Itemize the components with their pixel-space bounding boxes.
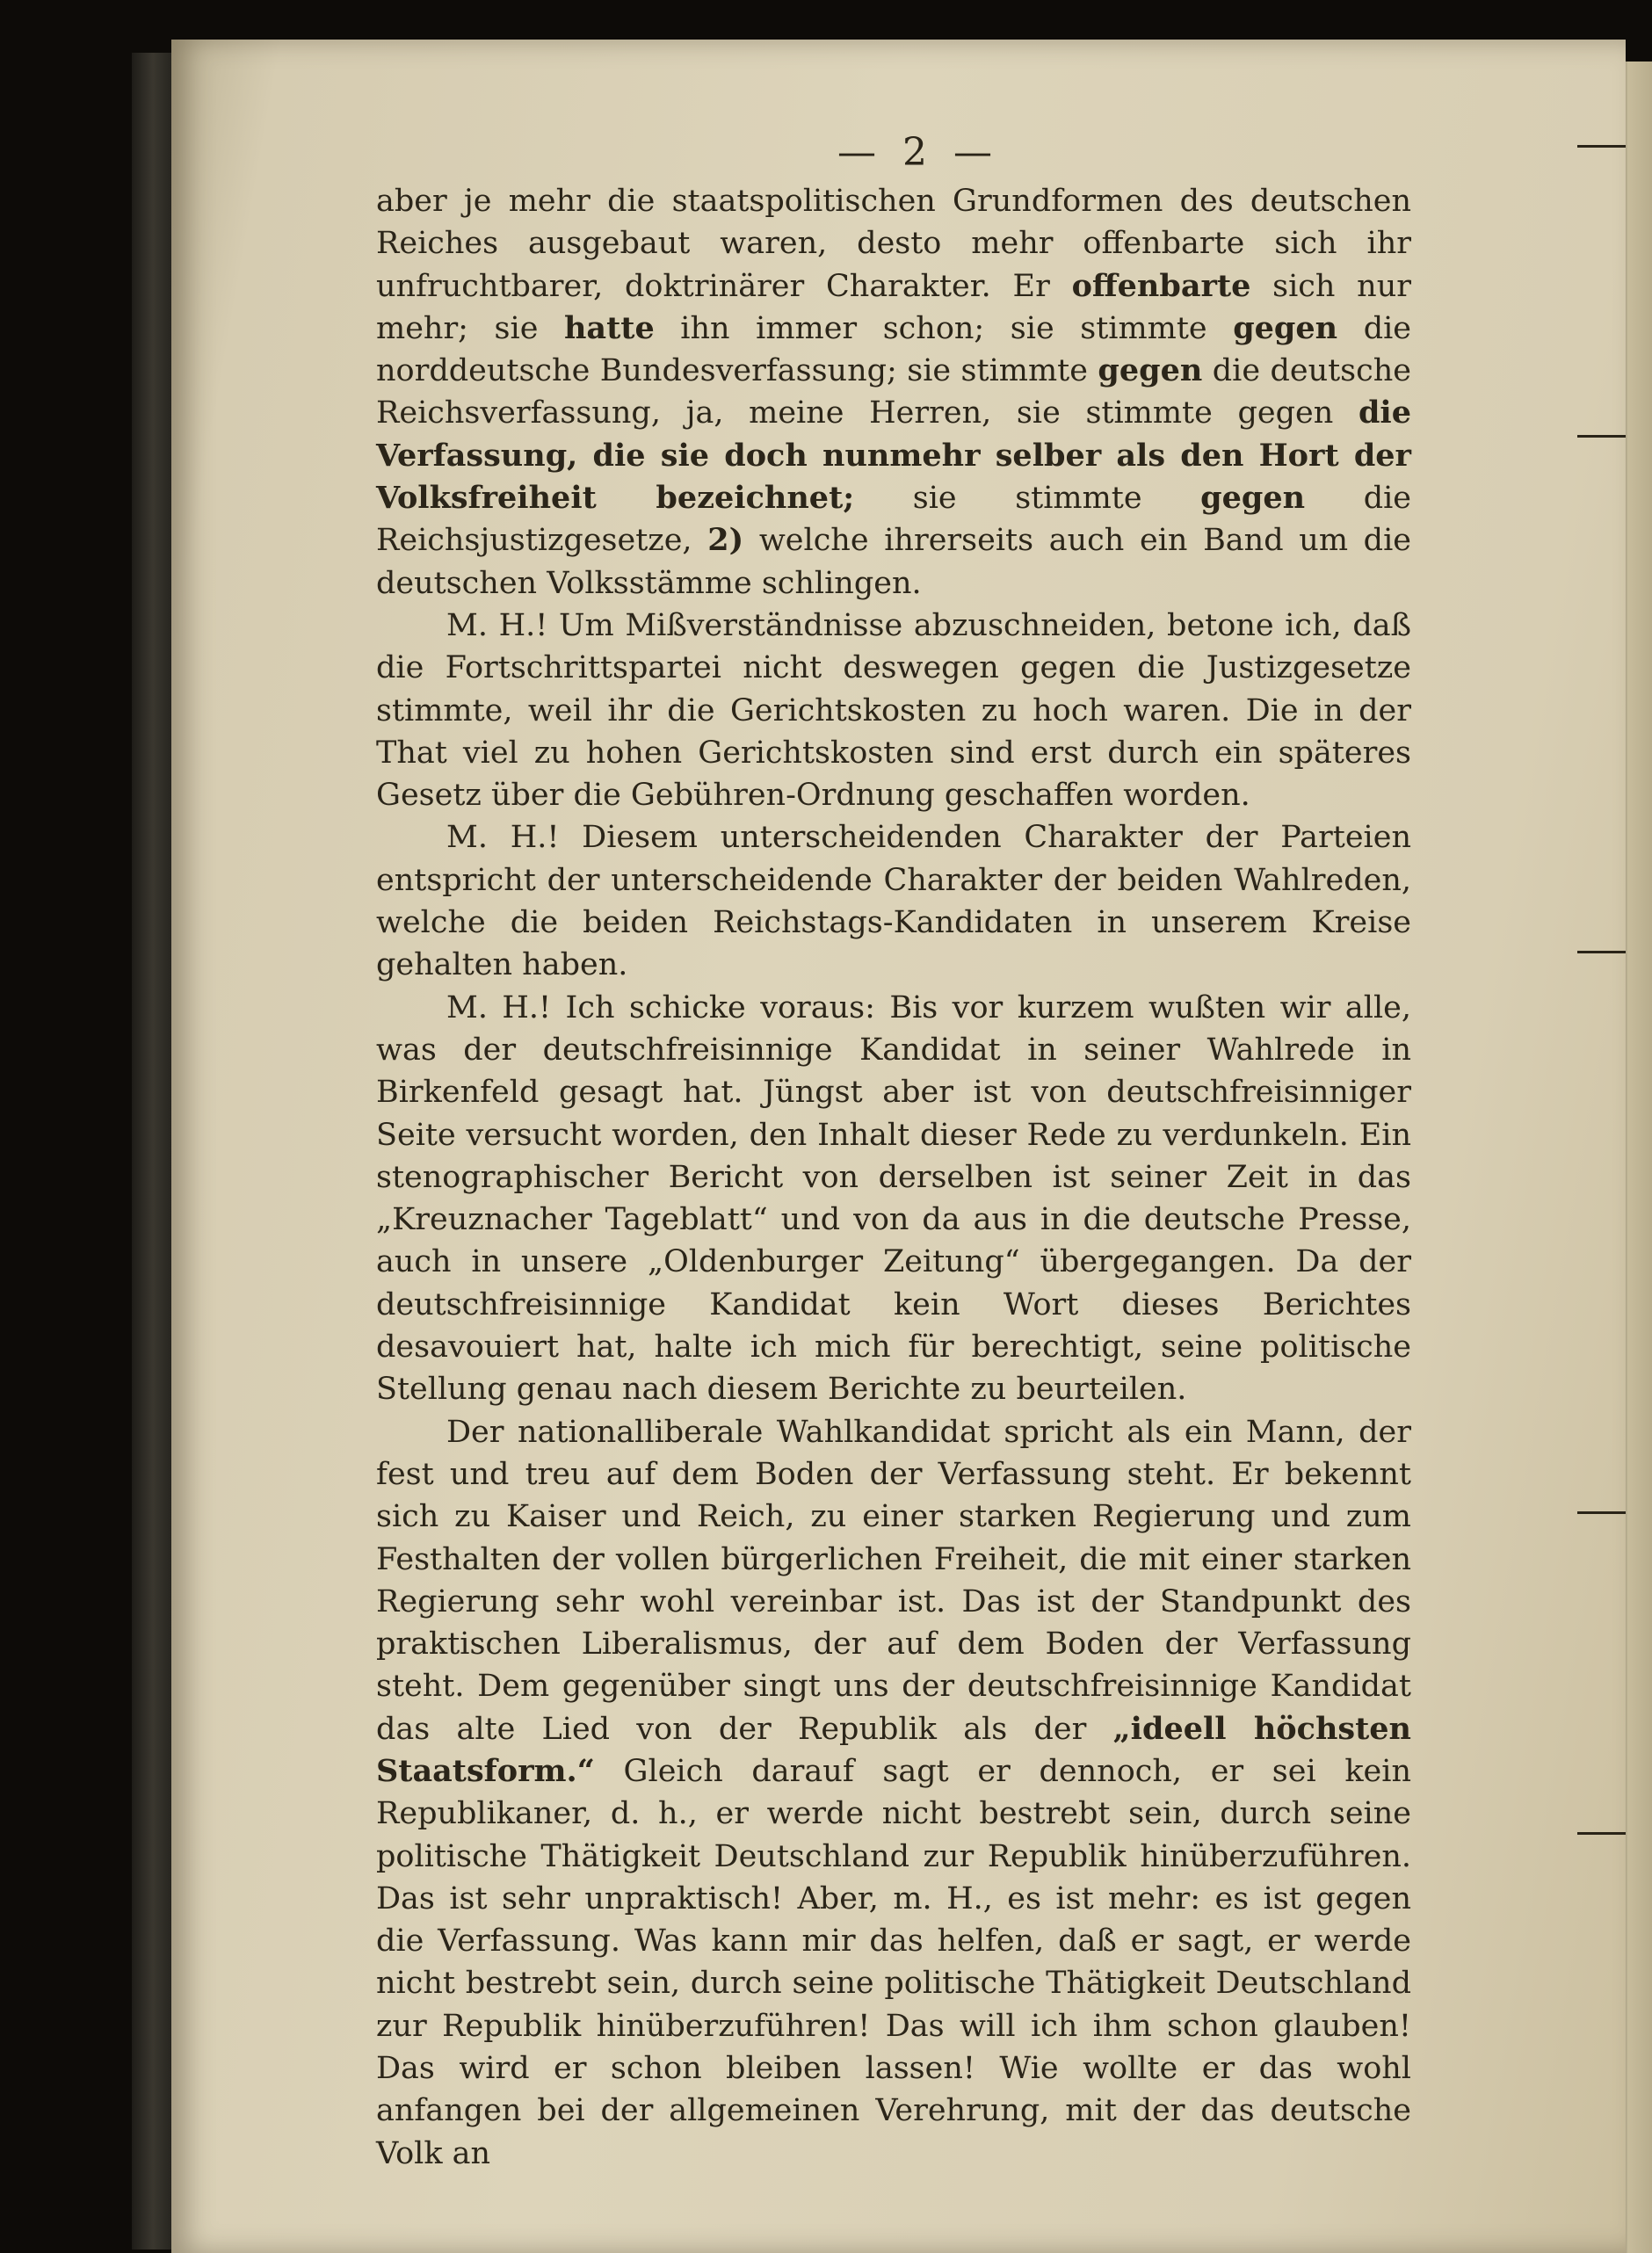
text-run: M. H.! Ich schicke voraus: Bis vor kurzem wußten wir alle, was der deutschfreisinnige Kandidat in seiner Wahlrede in Birkenfeld gesagt hat. Jüngst aber ist von deutschfreisinniger Seite versucht worden, den Inhalt dieser Rede zu verdunkeln. Ein stenographischer Bericht von derselben ist seiner Zeit in das „Kreuznacher Tageblatt“ und von da aus in die deutsche Presse, auch in unsere „Oldenburger Zeitung“ übergegangen. Da der deutschfreisinnige Kandidat kein Wort dieses Berichtes desavouiert hat, halte ich mich für berechtigt, seine politische Stellung genau nach diesem Berichte zu beurteilen. bbox=[376, 989, 1411, 1408]
text-run: die norddeutsche Bundesverfassung; sie stimmte bbox=[376, 310, 1412, 389]
page-edge-mark bbox=[1577, 1832, 1626, 1835]
text-run: Der nationalliberale Wahlkandidat spricht als ein Mann, der fest und treu auf dem Boden der Verfassung steht. Er bekennt sich zu Kaiser und Reich, zu einer starken Regierung und zum Festhalten der vollen bürgerlichen Freiheit, die mit einer starken Regierung sehr wohl vereinbar ist. Das ist der Standpunkt des praktischen Liberalismus, der auf dem Boden der Verfassung steht. Dem gegenüber singt uns der deutschfreisinnige Kandidat das alte Lied von der Republik als der bbox=[376, 1414, 1411, 1747]
page-edge-mark bbox=[1577, 145, 1626, 148]
text-run: sich nur mehr; sie bbox=[376, 268, 1411, 346]
text-run: ihn immer schon; sie stimmte bbox=[654, 310, 1234, 346]
text-run: M. H.! Um Mißverständnisse abzuschneiden, betone ich, daß die Fortschrittspartei nicht deswegen gegen die Justizgesetze stimmte, weil ihr die Gerichtskosten zu hoch waren. Die in der That viel zu hohen Gerichtskosten sind erst durch ein späteres Gesetz über die Gebühren-Ordnung geschaffen worden. bbox=[376, 607, 1411, 814]
emphasized-text: gegen bbox=[1200, 480, 1306, 517]
text-run: Gleich darauf sagt er dennoch, er sei kein Republikaner, d. h., er werde nicht bestrebt sein, durch seine politische Thätigkeit Deutschland zur Republik hinüberzuführen. Das ist sehr unpraktisch! Aber, m. H., es ist mehr: es ist gegen die Verfassung. Was kann mir das helfen, daß er sagt, er werde nicht bestrebt sein, durch seine politische Thätigkeit Deutschland zur Republik hinüberzuführen! Das will ich ihm schon glauben! Das wird er schon bleiben lassen! Wie wollte er das wohl anfangen bei der allgemeinen Verehrung, mit der das deutsche Volk an bbox=[376, 1753, 1411, 2171]
emphasized-text: 2) bbox=[707, 522, 744, 559]
text-run: M. H.! Diesem unterscheidenden Charakter der Parteien entspricht der unterscheidende Charakter der beiden Wahlreden, welche die beiden Reichstags-Kandidaten in unserem Kreise gehalten haben. bbox=[376, 820, 1411, 983]
emphasized-text: die Verfassung, die sie doch nunmehr selber als den Hort der Volksfreiheit bezeichnet; bbox=[376, 395, 1411, 517]
paragraph bbox=[376, 605, 1411, 816]
paragraph bbox=[376, 1411, 1411, 2175]
paragraph bbox=[376, 987, 1411, 1411]
emphasized-text: gegen bbox=[1098, 352, 1203, 389]
page-edge-mark bbox=[1577, 951, 1626, 953]
emphasized-text: offenbarte bbox=[1071, 267, 1251, 304]
paragraph bbox=[376, 816, 1411, 986]
emphasized-text: „ideell höchsten Staatsform.“ bbox=[376, 1710, 1411, 1789]
page-edge-mark bbox=[1577, 435, 1626, 438]
text-run: welche ihrerseits auch ein Band um die deutschen Volksstämme schlingen. bbox=[376, 523, 1411, 601]
page-number-header: — 2 — bbox=[837, 130, 999, 175]
emphasized-text: hatte bbox=[563, 309, 655, 346]
body-text bbox=[376, 180, 1411, 2175]
text-run: sie stimmte bbox=[854, 481, 1201, 517]
page-edge-mark bbox=[1577, 1511, 1626, 1514]
text-run: die deutsche Reichsverfassung, ja, meine Herren, sie stimmte gegen bbox=[376, 353, 1411, 431]
paragraph bbox=[376, 180, 1411, 605]
text-run: die Reichsjustizgesetze, bbox=[376, 481, 1412, 559]
emphasized-text: gegen bbox=[1233, 309, 1338, 346]
text-run: aber je mehr die staatspolitischen Grundformen des deutschen Reiches ausgebaut waren, desto mehr offenbarte sich ihr unfruchtbarer, doktrinärer Charakter. Er bbox=[376, 184, 1411, 304]
